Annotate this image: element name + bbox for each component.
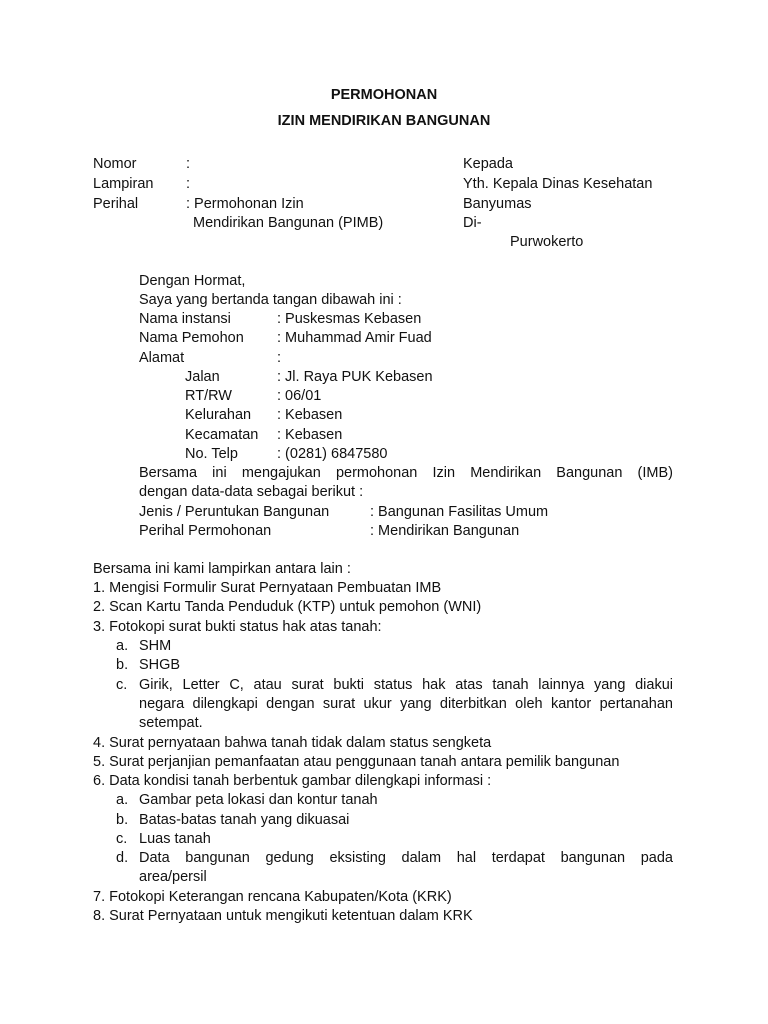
attachments-intro: Bersama ini kami lampirkan antara lain : bbox=[93, 561, 351, 577]
address-value: : 06/01 bbox=[277, 388, 322, 404]
sub-list-item-cont: area/persil bbox=[139, 869, 207, 885]
sub-list-marker: c. bbox=[116, 677, 128, 693]
request-text: Bersama ini mengajukan permohonan Izin Mendirikan Bangunan (IMB) bbox=[139, 465, 673, 481]
detail-label: Jenis / Peruntukan Bangunan bbox=[139, 504, 330, 520]
sub-list-marker: a. bbox=[116, 792, 129, 808]
detail-value: : Bangunan Fasilitas Umum bbox=[370, 504, 549, 520]
recipient: Yth. Kepala Dinas Kesehatan bbox=[463, 176, 653, 192]
sub-list-item-cont: negara dilengkapi dengan surat ukur yang diterbitkan oleh kantor pertanahan bbox=[139, 696, 673, 712]
list-item: 8. Surat Pernyataan untuk mengikuti ketentuan dalam KRK bbox=[93, 908, 473, 924]
perihal-value-cont: Mendirikan Bangunan (PIMB) bbox=[193, 215, 384, 231]
field-label: Alamat bbox=[139, 350, 185, 366]
perihal-label: Perihal bbox=[93, 196, 139, 212]
lampiran-colon: : bbox=[186, 176, 191, 192]
list-item: 2. Scan Kartu Tanda Penduduk (KTP) untuk pemohon (WNI) bbox=[93, 599, 482, 615]
sub-list-item: Girik, Letter C, atau surat bukti status hak atas tanah lainnya yang diakui bbox=[139, 677, 673, 693]
sub-list-item: SHM bbox=[139, 638, 172, 654]
sub-list-item: Gambar peta lokasi dan kontur tanah bbox=[139, 792, 378, 808]
address-value: : Kebasen bbox=[277, 427, 343, 443]
list-item: 5. Surat perjanjian pemanfaatan atau penggunaan tanah antara pemilik bangunan bbox=[93, 754, 620, 770]
address-label: Kelurahan bbox=[185, 407, 252, 423]
recipient-region: Banyumas bbox=[463, 196, 532, 212]
document-subtitle: IZIN MENDIRIKAN BANGUNAN bbox=[277, 113, 491, 129]
sub-list-marker: c. bbox=[116, 831, 128, 847]
sub-list-marker: d. bbox=[116, 850, 129, 866]
field-label: Nama Pemohon bbox=[139, 330, 244, 346]
nomor-label: Nomor bbox=[93, 156, 137, 172]
field-value: : Puskesmas Kebasen bbox=[277, 311, 422, 327]
address-label: Kecamatan bbox=[185, 427, 259, 443]
field-value: : bbox=[277, 350, 282, 366]
field-label: Nama instansi bbox=[139, 311, 231, 327]
salutation: Dengan Hormat, bbox=[139, 273, 246, 289]
sub-list-marker: b. bbox=[116, 657, 129, 673]
nomor-colon: : bbox=[186, 156, 191, 172]
recipient-city: Purwokerto bbox=[510, 234, 584, 250]
address-label: Jalan bbox=[185, 369, 220, 385]
list-item: 7. Fotokopi Keterangan rencana Kabupaten/Kota (KRK) bbox=[93, 889, 452, 905]
list-item: 3. Fotokopi surat bukti status hak atas tanah: bbox=[93, 619, 382, 635]
detail-value: : Mendirikan Bangunan bbox=[370, 523, 520, 539]
sub-list-marker: b. bbox=[116, 812, 129, 828]
document-title: PERMOHONAN bbox=[330, 87, 438, 103]
sub-list-marker: a. bbox=[116, 638, 129, 654]
field-value: : Muhammad Amir Fuad bbox=[277, 330, 432, 346]
lampiran-label: Lampiran bbox=[93, 176, 154, 192]
address-value: : (0281) 6847580 bbox=[277, 446, 388, 462]
list-item: 1. Mengisi Formulir Surat Pernyataan Pembuatan IMB bbox=[93, 580, 442, 596]
intro-text: Saya yang bertanda tangan dibawah ini : bbox=[139, 292, 402, 308]
sub-list-item: Luas tanah bbox=[139, 831, 211, 847]
kepada-label: Kepada bbox=[463, 156, 513, 172]
sub-list-item: SHGB bbox=[139, 657, 181, 673]
request-text-cont: dengan data-data sebagai berikut : bbox=[139, 484, 364, 500]
sub-list-item-cont: setempat. bbox=[139, 715, 203, 731]
di-label: Di- bbox=[463, 215, 482, 231]
sub-list-item: Batas-batas tanah yang dikuasai bbox=[139, 812, 350, 828]
address-label: RT/RW bbox=[185, 388, 232, 404]
address-value: : Jl. Raya PUK Kebasen bbox=[277, 369, 433, 385]
detail-label: Perihal Permohonan bbox=[139, 523, 272, 539]
list-item: 4. Surat pernyataan bahwa tanah tidak dalam status sengketa bbox=[93, 735, 492, 751]
address-label: No. Telp bbox=[185, 446, 238, 462]
perihal-value: : Permohonan Izin bbox=[186, 196, 304, 212]
list-item: 6. Data kondisi tanah berbentuk gambar dilengkapi informasi : bbox=[93, 773, 492, 789]
address-value: : Kebasen bbox=[277, 407, 343, 423]
sub-list-item: Data bangunan gedung eksisting dalam hal terdapat bangunan pada bbox=[139, 850, 673, 866]
